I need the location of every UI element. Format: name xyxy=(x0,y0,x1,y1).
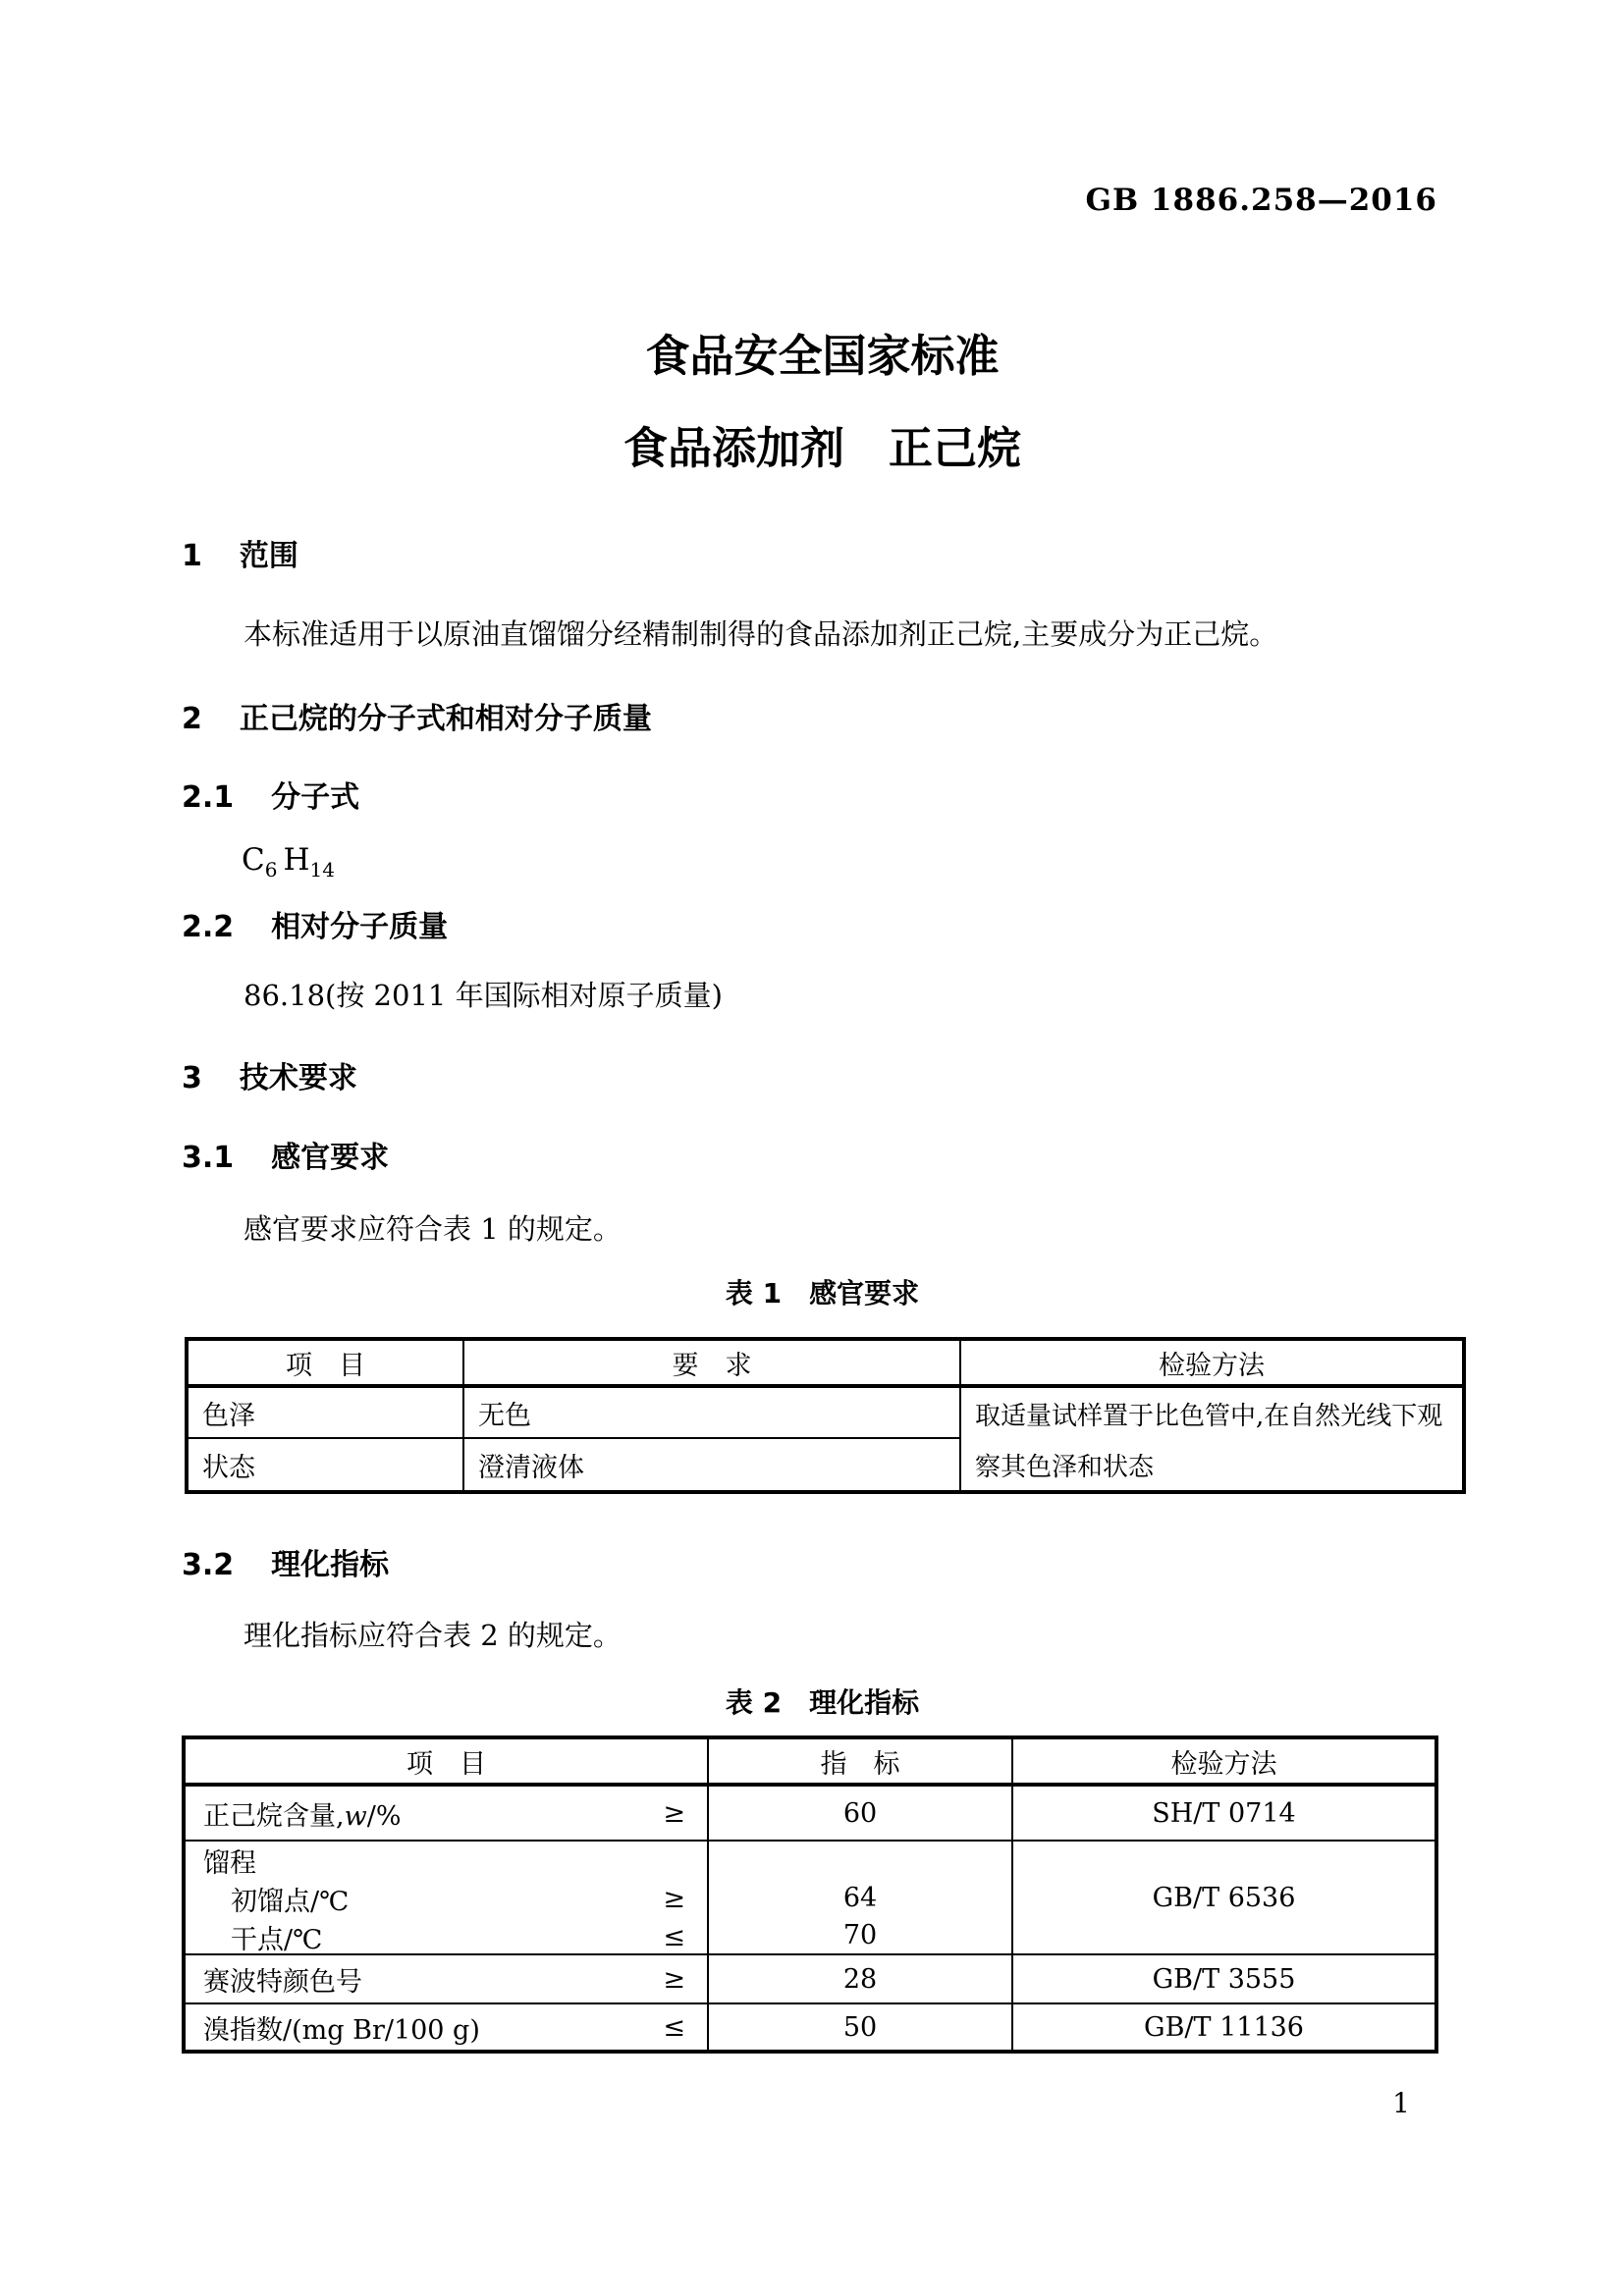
t2-item-label: 赛波特颜色号 xyxy=(203,1966,362,1998)
t2-header-method: 检验方法 xyxy=(1013,1739,1435,1787)
t1-header-method: 检验方法 xyxy=(961,1341,1462,1388)
section-number: 3.1 xyxy=(182,1141,235,1175)
t1-cell-item: 色泽 xyxy=(189,1388,464,1439)
t2-relation-symbol: ≤ xyxy=(663,1922,685,1952)
t2-subitem xyxy=(186,1918,707,1956)
section-title: 分子式 xyxy=(271,780,360,815)
t1-method-line: 取适量试样置于比色管中,在自然光线下观 xyxy=(975,1401,1443,1431)
t2-header-index: 指 标 xyxy=(709,1739,1013,1787)
formula-subscript: 6 xyxy=(264,858,278,882)
t2-item-label: 初馏点/℃ xyxy=(231,1887,350,1917)
section-number: 1 xyxy=(182,539,202,573)
t2-item-label: 正己烷含量,w/% xyxy=(203,1800,402,1832)
t2-cell-item xyxy=(186,1955,709,2004)
formula-subscript: 14 xyxy=(309,858,335,882)
section-number: 2 xyxy=(182,702,202,736)
section-title: 相对分子质量 xyxy=(271,910,449,944)
molecular-formula xyxy=(242,842,335,881)
t2-value-line xyxy=(709,1842,1011,1879)
section-title: 范围 xyxy=(239,539,298,573)
t2-group-label: 馏程 xyxy=(203,1848,256,1879)
t2-cell-item-group xyxy=(186,1842,709,1955)
t1-cell-requirement: 澄清液体 xyxy=(464,1439,961,1490)
t2-value-line: 64 xyxy=(842,1882,878,1913)
sub-title: 食品添加剂 正己烷 xyxy=(623,422,1021,474)
section-title: 理化指标 xyxy=(271,1548,390,1582)
physchem-intro-paragraph: 理化指标应符合表 2 的规定。 xyxy=(244,1619,622,1652)
table-1 xyxy=(185,1337,1466,1494)
t1-header-requirement: 要 求 xyxy=(464,1341,961,1388)
t1-cell-method-merged xyxy=(961,1388,1462,1490)
t2-header-item: 项 目 xyxy=(186,1739,709,1787)
table-2 xyxy=(182,1735,1438,2054)
section-number: 2.1 xyxy=(182,780,235,815)
t2-relation-symbol: ≤ xyxy=(663,2011,685,2043)
t2-relation-symbol: ≥ xyxy=(663,1884,685,1914)
formula-element: C xyxy=(242,842,265,878)
doc-number: GB 1886.258—2016 xyxy=(1085,183,1437,218)
t1-header-item: 项 目 xyxy=(189,1341,464,1388)
section-3-2-heading xyxy=(182,1549,389,1581)
page-number: 1 xyxy=(1392,2087,1410,2119)
t1-cell-requirement: 无色 xyxy=(464,1388,961,1439)
t2-cell-method: GB/T 11136 xyxy=(1144,2011,1304,2043)
section-title: 正己烷的分子式和相对分子质量 xyxy=(239,702,652,736)
main-title: 食品安全国家标准 xyxy=(645,330,1000,382)
t2-cell-method: GB/T 3555 xyxy=(1013,1955,1435,2004)
section-3-1-heading xyxy=(182,1142,389,1174)
formula-element: H xyxy=(283,842,310,878)
t2-item-label: 干点/℃ xyxy=(231,1925,323,1955)
t2-cell-value: 28 xyxy=(709,1955,1013,2004)
section-2-2-heading xyxy=(182,911,448,943)
sensory-intro-paragraph: 感官要求应符合表 1 的规定。 xyxy=(244,1212,622,1246)
t2-cell-method: SH/T 0714 xyxy=(1013,1787,1435,1842)
t2-cell-value: 50 xyxy=(709,2004,1013,2050)
section-title: 感官要求 xyxy=(271,1141,390,1175)
t2-cell-value-group xyxy=(709,1842,1013,1955)
scope-paragraph: 本标准适用于以原油直馏馏分经精制制得的食品添加剂正己烷,主要成分为正己烷。 xyxy=(244,617,1278,651)
table-1-caption: 表 1 感官要求 xyxy=(725,1277,920,1309)
t2-cell-item xyxy=(186,2004,709,2050)
section-number: 2.2 xyxy=(182,910,235,944)
t2-item-label: 溴指数/(mg Br/100 g) xyxy=(203,2014,480,2046)
t2-subitem xyxy=(186,1880,707,1918)
section-1-heading xyxy=(182,540,298,572)
section-number: 3.2 xyxy=(182,1548,235,1582)
t2-cell-value: 60 xyxy=(709,1787,1013,1842)
section-2-heading xyxy=(182,703,652,735)
t2-relation-symbol: ≥ xyxy=(663,1963,685,1995)
section-number: 3 xyxy=(182,1061,202,1095)
section-3-heading xyxy=(182,1062,357,1095)
section-title: 技术要求 xyxy=(239,1061,357,1095)
t2-relation-symbol: ≥ xyxy=(663,1797,685,1829)
t1-cell-item: 状态 xyxy=(189,1439,464,1490)
t1-method-line: 察其色泽和状态 xyxy=(975,1452,1155,1482)
t2-value-line: 70 xyxy=(842,1919,878,1950)
molar-mass-paragraph: 86.18(按 2011 年国际相对原子质量) xyxy=(244,979,723,1012)
t2-cell-method: GB/T 6536 xyxy=(1013,1842,1435,1955)
section-2-1-heading xyxy=(182,781,359,814)
table-2-caption: 表 2 理化指标 xyxy=(725,1686,920,1719)
t2-cell-item xyxy=(186,1787,709,1842)
